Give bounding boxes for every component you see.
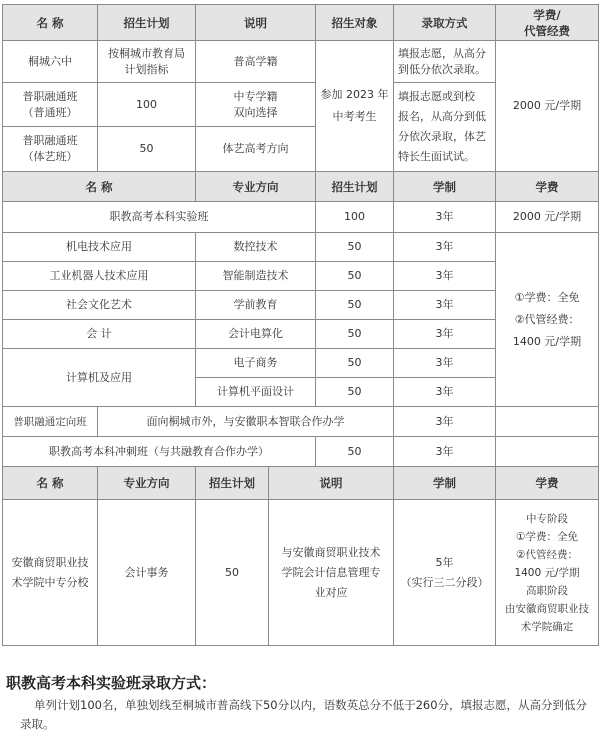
row-name: 工业机器人技术应用 bbox=[3, 262, 196, 291]
row-years: 3年 bbox=[394, 320, 496, 349]
college-name: 安徽商贸职业技 术学院中专分校 bbox=[3, 500, 98, 646]
cs-plan-2: 50 bbox=[316, 378, 394, 407]
row-plan: 50 bbox=[316, 291, 394, 320]
college-plan: 50 bbox=[196, 500, 269, 646]
header-plan: 招生计划 bbox=[98, 5, 196, 41]
college-major: 会计事务 bbox=[98, 500, 196, 646]
row-name: 社会文化艺术 bbox=[3, 291, 196, 320]
sprint-years: 3年 bbox=[394, 437, 496, 467]
oriented-name: 普职融通定向班 bbox=[3, 407, 98, 437]
header-years: 学制 bbox=[394, 172, 496, 202]
row-name: 桐城六中 bbox=[3, 41, 98, 83]
oriented-years: 3年 bbox=[394, 407, 496, 437]
admission-note bbox=[6, 672, 596, 734]
fee-cell: 2000 元/学期 bbox=[496, 41, 599, 172]
header-admission: 录取方式 bbox=[394, 5, 496, 41]
exp-class-fee: 2000 元/学期 bbox=[496, 202, 599, 233]
sprint-plan: 50 bbox=[316, 437, 394, 467]
cs-major-2: 计算机平面设计 bbox=[196, 378, 316, 407]
enrollment-tables bbox=[2, 4, 598, 666]
cs-years-2: 3年 bbox=[394, 378, 496, 407]
header-major: 专业方向 bbox=[98, 467, 196, 500]
note-body: 单列计划100名，单独划线至桐城市普高线下50分以内，语数英总分不低于260分，填报志愿，从高分到低分录取。 bbox=[20, 698, 588, 731]
row-plan: 按桐城市教育局 计划指标 bbox=[98, 41, 196, 83]
header-desc: 说明 bbox=[196, 5, 316, 41]
fee-free-cell: ①学费：全免 ②代管经费： 1400 元/学期 bbox=[496, 233, 599, 407]
header-plan: 招生计划 bbox=[316, 172, 394, 202]
row-plan: 50 bbox=[98, 127, 196, 172]
row-desc: 体艺高考方向 bbox=[196, 127, 316, 172]
sprint-fee-blank bbox=[496, 437, 599, 467]
row-major: 数控技术 bbox=[196, 233, 316, 262]
row-years: 3年 bbox=[394, 233, 496, 262]
row-years: 3年 bbox=[394, 262, 496, 291]
header-target: 招生对象 bbox=[316, 5, 394, 41]
target-cell: 参加 2023 年 中考考生 bbox=[316, 41, 394, 172]
oriented-desc: 面向桐城市外，与安徽职本智联合作办学 bbox=[98, 407, 394, 437]
college-desc: 与安徽商贸职业技术 学院会计信息管理专 业对应 bbox=[269, 500, 394, 646]
header-name: 名 称 bbox=[3, 5, 98, 41]
table-vocational bbox=[2, 171, 599, 467]
cs-years-1: 3年 bbox=[394, 349, 496, 378]
admission-cell-1: 填报志愿，从高分 到低分依次录取。 bbox=[394, 41, 496, 83]
cs-major-1: 电子商务 bbox=[196, 349, 316, 378]
exp-class-name: 职教高考本科实验班 bbox=[3, 202, 316, 233]
cs-plan-1: 50 bbox=[316, 349, 394, 378]
admission-cell-2: 填报志愿或到校 报名，从高分到低 分依次录取，体艺 特长生面试试。 bbox=[394, 83, 496, 172]
row-major: 学前教育 bbox=[196, 291, 316, 320]
college-fee: 中专阶段 ①学费：全免 ②代管经费： 1400 元/学期 高职阶段 由安徽商贸职业技 术学院确定 bbox=[496, 500, 599, 646]
row-major: 智能制造技术 bbox=[196, 262, 316, 291]
college-years: 5年 （实行三二分段） bbox=[394, 500, 496, 646]
sprint-name: 职教高考本科冲刺班（与共融教育合作办学） bbox=[3, 437, 316, 467]
row-plan: 50 bbox=[316, 262, 394, 291]
row-desc: 普高学籍 bbox=[196, 41, 316, 83]
row-name: 普职融通班 （普通班） bbox=[3, 83, 98, 127]
note-title: 职教高考本科实验班录取方式： bbox=[6, 674, 217, 692]
table-college bbox=[2, 466, 599, 646]
table-general bbox=[2, 4, 599, 172]
header-name: 名 称 bbox=[3, 467, 98, 500]
header-fee: 学费 bbox=[496, 467, 599, 500]
row-name: 会 计 bbox=[3, 320, 196, 349]
row-major: 会计电算化 bbox=[196, 320, 316, 349]
header-major: 专业方向 bbox=[196, 172, 316, 202]
exp-class-plan: 100 bbox=[316, 202, 394, 233]
header-plan: 招生计划 bbox=[196, 467, 269, 500]
row-plan: 100 bbox=[98, 83, 196, 127]
header-years: 学制 bbox=[394, 467, 496, 500]
cs-name: 计算机及应用 bbox=[3, 349, 196, 407]
oriented-fee-blank bbox=[496, 407, 599, 437]
header-desc: 说明 bbox=[269, 467, 394, 500]
exp-class-years: 3年 bbox=[394, 202, 496, 233]
row-plan: 50 bbox=[316, 233, 394, 262]
row-name: 普职融通班 （体艺班） bbox=[3, 127, 98, 172]
header-name: 名 称 bbox=[3, 172, 196, 202]
row-years: 3年 bbox=[394, 291, 496, 320]
row-name: 机电技术应用 bbox=[3, 233, 196, 262]
row-desc: 中专学籍 双向选择 bbox=[196, 83, 316, 127]
header-fee: 学费/ 代管经费 bbox=[496, 5, 599, 41]
header-fee: 学费 bbox=[496, 172, 599, 202]
row-plan: 50 bbox=[316, 320, 394, 349]
